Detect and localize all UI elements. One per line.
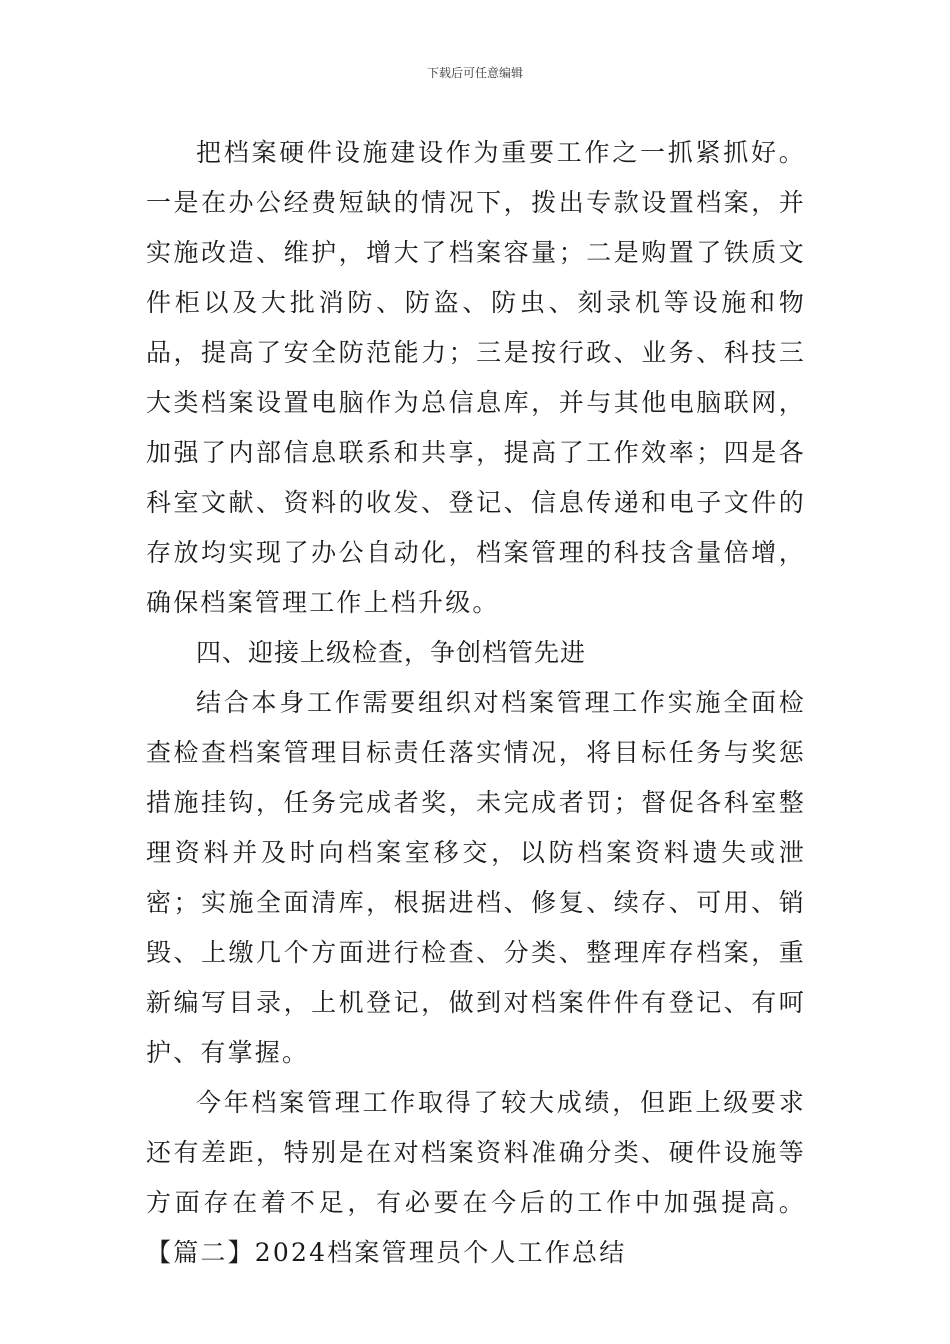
paragraph-inspection: 结合本身工作需要组织对档案管理工作实施全面检查检查档案管理目标责任落实情况，将目标任务与奖惩措施挂钩，任务完成者奖，未完成者罚；督促各科室整理资料并及时向档案室移交，以防档案资料遗失或泄密；实施全面清库，根据进档、修复、续存、可用、销毁、上缴几个方面进行检查、分类、整理库存档案，重新编写目录，上机登记，做到对档案件件有登记、有呵护、有掌握。 [146, 688, 806, 1067]
document-body [146, 128, 806, 1278]
section-heading-inspection: 四、迎接上级检查，争创档管先进 [196, 638, 587, 667]
page-header: 下载后可任意编辑 [426, 66, 523, 80]
paragraph-hardware-facilities: 把档案硬件设施建设作为重要工作之一抓紧抓好。一是在办公经费短缺的情况下，拨出专款设置档案，并实施改造、维护，增大了档案容量；二是购置了铁质文件柜以及大批消防、防盗、防虫、刻录机等设施和物品，提高了安全防范能力；三是按行政、业务、科技三大类档案设置电脑作为总信息库，并与其他电脑联网，加强了内部信息联系和共享，提高了工作效率；四是各科室文献、资料的收发、登记、信息传递和电子文件的存放均实现了办公自动化，档案管理的科技含量倍增，确保档案管理工作上档升级。 [146, 138, 806, 617]
paragraph-summary: 今年档案管理工作取得了较大成绩，但距上级要求还有差距，特别是在对档案资料准确分类、硬件设施等方面存在着不足，有必要在今后的工作中加强提高。【篇二】2024档案管理员个人工作总结 [146, 1088, 806, 1267]
